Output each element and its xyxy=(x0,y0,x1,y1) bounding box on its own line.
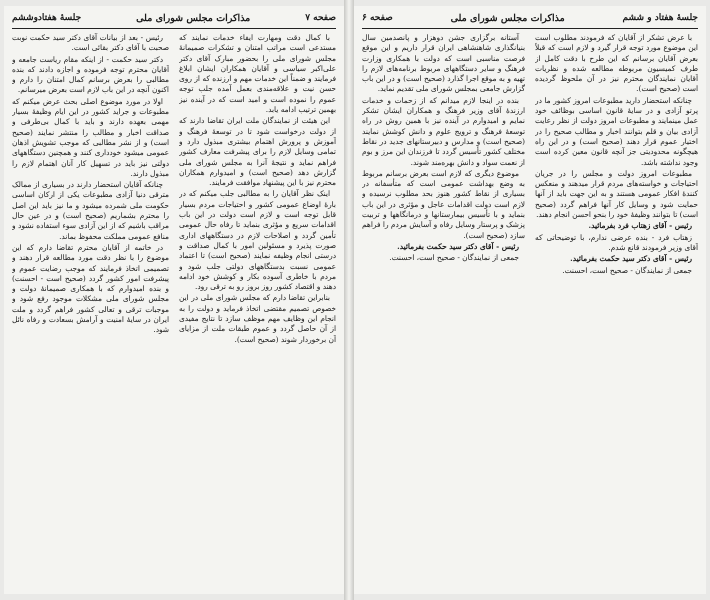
paragraph: با کمال دقت ومهارت ایفاء خدمات نمایند که مستدعی است مراتب امتنان و تشکرات صمیمانهٔ مجلس شورای ملی را بحضور مبارک آقای دکتر علی‌اکبر سیاسی و آقایان همکاران ایشان ابلاغ فرمایند و ضمناً این خدمات مهم و ارزنده که از روی حسن نیت و علاقه‌مندی بعمل آمده جلب توجه عموم را نموده است و امید است که در آینده نیز بهمین ترتیب ادامه یابد. xyxy=(179,33,336,115)
paragraph: آستانه برگزاری جشن دوهزار و پانصدمین سال بنیانگذاری شاهنشاهی ایران قرار داریم و این موقع فرصت مناسبی است که دولت با همکاری وزارت فرهنگ و سایر دستگاههای مربوط برنامه‌های لازم را تهیه و به موقع اجرا گذارد (صحیح است) و در این باب گزارش جامعی بمجلس شورای ملی تقدیم نماید. xyxy=(362,33,525,94)
journal-title: مذاکرات مجلس شورای ملی xyxy=(450,12,565,24)
left-page-columns xyxy=(12,33,336,588)
paragraph: اینک نظر آقایان را به مطالبی جلب میکنم که در بارهٔ اوضاع عمومی کشور و احتیاجات مردم بسیار قابل توجه است و لازم است دولت در این باب اقدامات سریع و مؤثری بنماید تا رفاه حال عمومی تأمین گردد و اصلاحات لازم در دستگاههای اداری صورت پذیرد و مسئولین امور با کمال صداقت و درستی انجام وظیفه نمایند (صحیح است) تا اعتماد عمومی نسبت بدستگاههای دولتی جلب شود و مردم با خاطری آسوده بکار و کوشش خود ادامه دهند و اقتصاد کشور روز بروز رو به ترقی رود. xyxy=(179,189,336,292)
right-page xyxy=(354,6,706,594)
text-column xyxy=(535,33,698,588)
paragraph: با عرض تشکر از آقایان که فرمودند مطلوب است این موضوع مورد توجه قرار گیرد و لازم است که قبلاً بعرض آقایان برسانم که این طرح با دقت کامل از طرف کمیسیون مربوطه مطالعه شده و نظریات آقایان نمایندگان محترم نیز در آن ملحوظ گردیده است (صحیح است). xyxy=(535,33,698,94)
speaker-line: رئیس - آقای دکتر سید حکمت بفرمائید. xyxy=(570,254,692,264)
journal-title: مذاکرات مجلس شورای ملی xyxy=(136,12,251,24)
right-page-header xyxy=(362,10,698,26)
paragraph: دکتر سید حکمت - از اینکه مقام ریاست جامعه و آقایان محترم توجه فرموده و اجازه دادند که بنده مطالبی را بعرض برسانم کمال امتنان را دارم و اکنون آنچه در این باب لازم است بعرض میرسانم. xyxy=(12,54,169,95)
paragraph: اولا در مورد موضوع اصلی بحث عرض میکنم که مطبوعات و جراید کشور در این ایام وظیفهٔ بسیار مهمی بعهده دارند و باید با کمال بی‌طرفی و صداقت اخبار و مطالب را منتشر نمایند (صحیح است) و از نشر مطالبی که موجب تشویش اذهان عمومی میشود خودداری کنند و همچنین دستگاههای دولتی نیز باید در تسهیل کار آنان اهتمام لازم را مبذول دارند. xyxy=(12,96,169,178)
text-column xyxy=(362,33,525,588)
paragraph: زهتاب فرد - بنده عرضی ندارم، با توضیحاتی که آقای وزیر فرمودند قانع شدم. xyxy=(535,232,698,252)
page-number: صفحه ۷ xyxy=(305,13,336,23)
paragraph: مطبوعات امروز دولت و مجلس را در جریان احتیاجات و خواسته‌های مردم قرار میدهند و منعکس کنندهٔ افکار عمومی هستند و به این جهت باید از آنها حمایت شود و وسایل کار آنها فراهم گردد (صحیح است) تا بتوانند وظیفهٔ خود را بنحو احسن انجام دهند. xyxy=(535,168,698,220)
paragraph: چنانکه استحضار دارید مطبوعات امروز کشور ما در پرتو آزادی و در سایهٔ قانون اساسی بوظائف خود عمل مینمایند و مطبوعات امروز دولت از نظر رعایت آزادی بیان و قلم بتوانند اخبار و مطالب صحیح را در اختیار عموم قرار دهند (صحیح است) و در این راه هیچگونه محدودیتی جز آنچه قانون معین کرده است وجود نداشته باشد. xyxy=(535,95,698,167)
journal-session: جلسهٔ هفتادوششم xyxy=(12,13,82,23)
left-page xyxy=(4,6,344,594)
text-column xyxy=(12,33,169,588)
paragraph: این هیئت از نمایندگان ملت ایران تقاضا دارند که از دولت درخواست شود تا در توسعهٔ فرهنگ و آموزش و پرورش اهتمام بیشتری مبذول دارد و تمامی وسایل لازم را برای پیشرفت معارف کشور فراهم نماید و نتیجهٔ آنرا به مجلس شورای ملی گزارش دهد (صحیح است) و امیدوارم همکاران محترم نیز با این پیشنهاد موافقت فرمایند. xyxy=(179,116,336,188)
paragraph: در خاتمه از آقایان محترم تقاضا دارم که این موضوع را با نظر دقت مورد مطالعه قرار دهند و تصمیمی اتخاذ فرمایند که موجب رضایت عموم و پیشرفت امور کشور گردد (صحیح است - احسنت) و بنده امیدوارم که با همکاری صمیمانهٔ دولت و مجلس شورای ملی مشکلات موجود رفع شود و موجبات ترقی و تعالی کشور فراهم گردد و ملت ایران در سایهٔ امنیت و آرامش بسعادت و رفاه نائل شود. xyxy=(12,242,169,335)
speaker-line: رئیس - آقای دکتر سید حکمت بفرمائید. xyxy=(397,241,519,251)
paragraph: جمعی از نمایندگان - صحیح است، احسنت. xyxy=(562,265,692,275)
paragraph: چنانکه آقایان استحضار دارند در بسیاری از ممالک مترقی دنیا آزادی مطبوعات یکی از ارکان اساسی حکومت ملی شمرده میشود و ما نیز باید این اصل را محترم بشماریم (صحیح است) و در عین حال مراقب باشیم که از این آزادی سوء استفاده نشود و منافع عمومی مملکت محفوظ بماند. xyxy=(12,180,169,241)
journal-session: جلسهٔ هفتاد و ششم xyxy=(622,13,698,23)
paragraph: رئیس - بعد از بیانات آقای دکتر سید حکمت نوبت صحبت با آقای دکتر بقائی است. xyxy=(12,33,169,53)
paragraph: بنابراین تقاضا دارم که مجلس شورای ملی در این خصوص تصمیم مقتضی اتخاذ فرماید و دولت را به انجام این وظایف مهم موظف سازد تا نتایج مفیدی از آن حاصل گردد و عموم طبقات ملت از مزایای آن برخوردار شوند (صحیح است). xyxy=(179,293,336,344)
text-column xyxy=(179,33,336,588)
header-rule xyxy=(362,28,698,29)
book-gutter xyxy=(344,0,354,600)
right-page-columns xyxy=(362,33,698,588)
speaker-line: رئیس - آقای زهتاب فرد بفرمائید. xyxy=(588,221,692,231)
header-rule xyxy=(12,28,336,29)
left-page-header xyxy=(12,10,336,26)
paragraph: موضوع دیگری که لازم است بعرض برسانم مربوط به وضع بهداشت عمومی است که متأسفانه در بسیاری از نقاط کشور هنوز بحد مطلوب نرسیده و لازم است دولت اقدامات عاجل و مؤثری در این باب بنماید و با تأسیس بیمارستانها و درمانگاهها و تربیت پزشک و پرستار وسایل رفاه و آسایش مردم را فراهم سازد (صحیح است). xyxy=(362,168,525,240)
paragraph: بنده در اینجا لازم میدانم که از زحمات و خدمات ارزندهٔ آقای وزیر فرهنگ و همکاران ایشان تشکر نمایم و امیدوارم در آینده نیز با همین روش در راه توسعهٔ فرهنگ و ترویج علوم و دانش کوشش نمایند (صحیح است) و مدارس و دبیرستانهای جدید در نقاط مختلف کشور تأسیس گردد تا فرزندان این مرز و بوم از نعمت سواد و دانش بهره‌مند شوند. xyxy=(362,95,525,167)
paragraph: جمعی از نمایندگان - صحیح است، احسنت. xyxy=(389,253,519,263)
page-number: صفحه ۶ xyxy=(362,13,393,23)
